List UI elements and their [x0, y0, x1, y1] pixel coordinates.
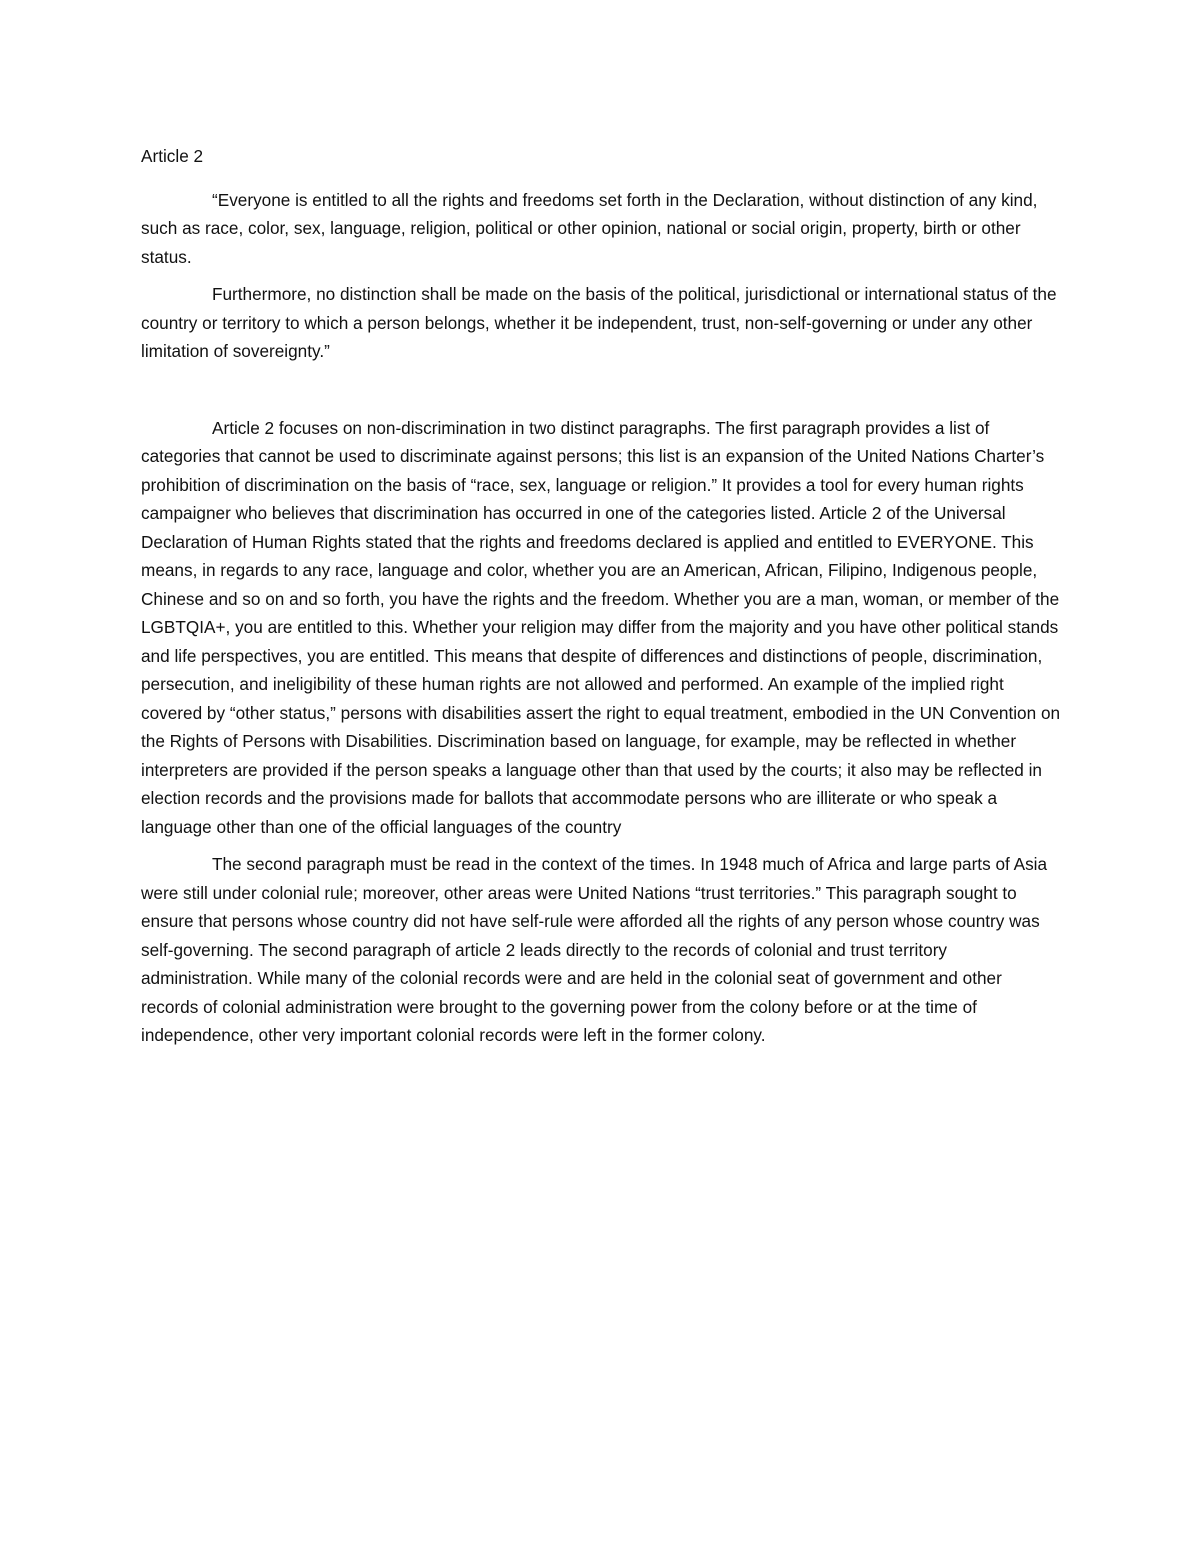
article-heading: Article 2: [141, 146, 204, 166]
quote-paragraph-1: “Everyone is entitled to all the rights and freedoms set forth in the Declaration, without distinction of any kind, such as race, color, sex, language, religion, political or other opinion, national or social origin, property, birth or other status.: [141, 189, 1038, 267]
paragraph-spacer: [141, 841, 1061, 850]
paragraph-spacer: [141, 271, 1061, 280]
analysis-paragraph-2: The second paragraph must be read in the context of the times. In 1948 much of Africa and large parts of Asia were still under colonial rule; moreover, other areas were United Nations “trust territories.” This paragraph sought to ensure that persons whose country did not have self-rule were afforded all the rights of any person whose country was self-governing. The second paragraph of article 2 leads directly to the records of colonial and trust territory administration. While many of the colonial records were and are held in the colonial seat of government and other records of colonial administration were brought to the governing power from the colony before or at the time of independence, other very important colonial records were left in the former colony.: [141, 854, 1048, 1045]
document-body: [141, 142, 1061, 1050]
analysis-paragraph-1: Article 2 focuses on non-discrimination in two distinct paragraphs. The first paragraph provides a list of categories that cannot be used to discriminate against persons; this list is an expansion of the United Nations Charter’s prohibition of discrimination on the basis of “race, sex, language or religion.” It provides a tool for every human rights campaigner who believes that discrimination has occurred in one of the categories listed. Article 2 of the Universal Declaration of Human Rights stated that the rights and freedoms declared is applied and entitled to EVERYONE. This means, in regards to any race, language and color, whether you are an American, African, Filipino, Indigenous people, Chinese and so on and so forth, you have the rights and the freedom. Whether you are a man, woman, or member of the LGBTQIA+, you are entitled to this. Whether your religion may differ from the majority and you have other political stands and life perspectives, you are entitled. This means that despite of differences and distinctions of people, discrimination, persecution, and ineligibility of these human rights are not allowed and performed. An example of the implied right covered by “other status,” persons with disabilities assert the right to equal treatment, embodied in the UN Convention on the Rights of Persons with Disabilities. Discrimination based on language, for example, may be reflected in whether interpreters are provided if the person speaks a language other than that used by the courts; it also may be reflected in election records and the provisions made for ballots that accommodate persons who are illiterate or who speak a language other than one of the official languages of the country: [141, 417, 1061, 837]
section-spacer: [141, 366, 1061, 414]
quote-paragraph-2: Furthermore, no distinction shall be made on the basis of the political, jurisdictional or international status of the country or territory to which a person belongs, whether it be independent, trust, non-self-governing or under any other limitation of sovereignty.”: [141, 284, 1057, 361]
